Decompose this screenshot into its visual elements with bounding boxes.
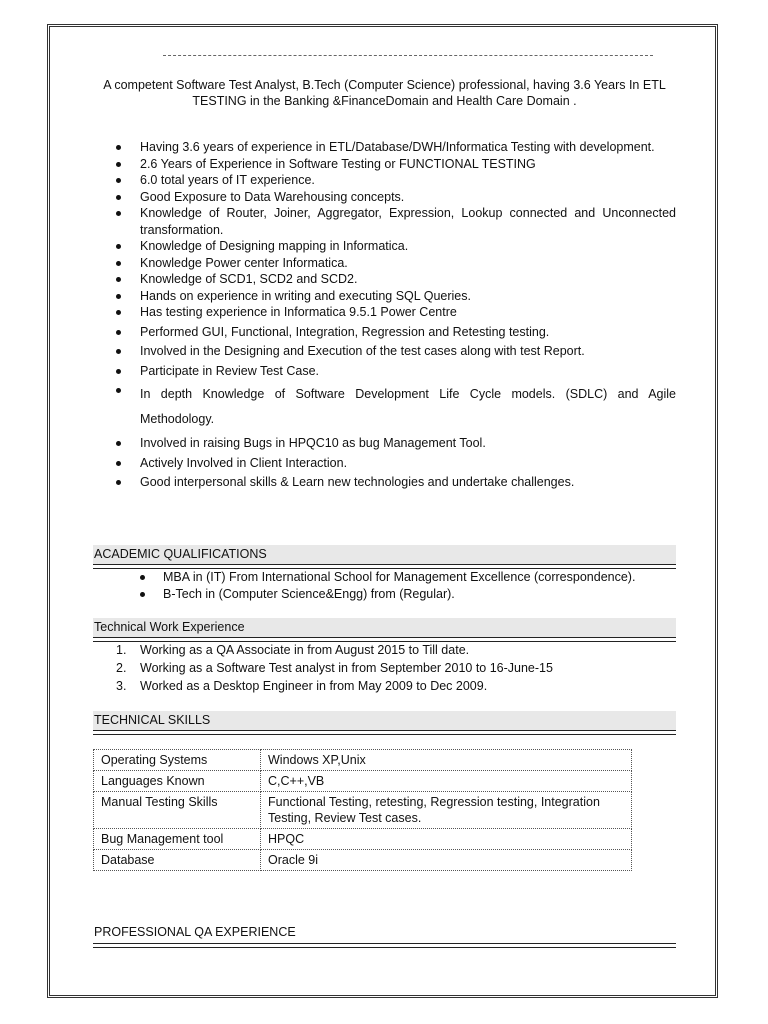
- summary-item: 2.6 Years of Experience in Software Testing or FUNCTIONAL TESTING: [93, 156, 676, 173]
- summary-item: Performed GUI, Functional, Integration, Regression and Retesting testing.: [93, 324, 676, 341]
- summary-item: Participate in Review Test Case.: [93, 363, 676, 380]
- section-rule: [93, 730, 676, 735]
- summary-item: Having 3.6 years of experience in ETL/Database/DWH/Informatica Testing with development.: [93, 139, 676, 156]
- skill-value: HPQC: [261, 829, 632, 850]
- section-heading-skills: TECHNICAL SKILLS: [93, 711, 676, 730]
- skill-value: Functional Testing, retesting, Regression testing, Integration Testing, Review Test cases.: [261, 792, 632, 829]
- summary-item: In depth Knowledge of Software Development Life Cycle models. (SDLC) and Agile Methodology.: [93, 382, 676, 432]
- skill-value: C,C++,VB: [261, 771, 632, 792]
- skills-table: [93, 749, 632, 871]
- work-list: [93, 641, 676, 695]
- intro-line-2: TESTING in the Banking &FinanceDomain and Health Care Domain .: [192, 94, 577, 108]
- skill-value: Windows XP,Unix: [261, 750, 632, 771]
- work-item: [93, 659, 676, 677]
- summary-item: Knowledge of Router, Joiner, Aggregator, Expression, Lookup connected and Unconnected transformation.: [93, 205, 676, 238]
- summary-item: Good Exposure to Data Warehousing concepts.: [93, 189, 676, 206]
- section-heading-academic: ACADEMIC QUALIFICATIONS: [93, 545, 676, 564]
- skill-name: Database: [94, 850, 261, 871]
- section-heading-work: Technical Work Experience: [93, 618, 676, 637]
- work-item-number: 3.: [116, 679, 127, 693]
- summary-list: [93, 139, 676, 491]
- work-item-text: Working as a QA Associate in from August 2015 to Till date.: [140, 643, 470, 657]
- skill-value: Oracle 9i: [261, 850, 632, 871]
- work-item: [93, 677, 676, 695]
- summary-item: Knowledge of Designing mapping in Informatica.: [93, 238, 676, 255]
- skill-name: Manual Testing Skills: [94, 792, 261, 829]
- separator-line: [163, 55, 653, 66]
- skill-name: Languages Known: [94, 771, 261, 792]
- summary-item: 6.0 total years of IT experience.: [93, 172, 676, 189]
- academic-list: [93, 569, 676, 602]
- skill-name: Bug Management tool: [94, 829, 261, 850]
- summary-item: Hands on experience in writing and executing SQL Queries.: [93, 288, 676, 305]
- summary-item: Has testing experience in Informatica 9.5.1 Power Centre: [93, 304, 676, 321]
- academic-item: MBA in (IT) From International School for Management Excellence (correspondence).: [93, 569, 676, 586]
- summary-item: Knowledge of SCD1, SCD2 and SCD2.: [93, 271, 676, 288]
- table-row: [94, 792, 632, 829]
- table-row: [94, 850, 632, 871]
- work-item-text: Working as a Software Test analyst in from September 2010 to 16-June-15: [140, 661, 553, 675]
- intro-summary: [93, 77, 676, 109]
- section-rule: [93, 943, 676, 948]
- summary-item: Involved in raising Bugs in HPQC10 as bug Management Tool.: [93, 435, 676, 452]
- work-item-text: Worked as a Desktop Engineer in from May 2009 to Dec 2009.: [140, 679, 488, 693]
- summary-item: Actively Involved in Client Interaction.: [93, 455, 676, 472]
- work-item-number: 1.: [116, 643, 127, 657]
- summary-item: Good interpersonal skills & Learn new technologies and undertake challenges.: [93, 474, 676, 491]
- intro-line-1: A competent Software Test Analyst, B.Tech (Computer Science) professional, having 3.6 Years In ETL: [103, 78, 666, 92]
- table-row: [94, 750, 632, 771]
- work-item: [93, 641, 676, 659]
- summary-item: Knowledge Power center Informatica.: [93, 255, 676, 272]
- summary-item: Involved in the Designing and Execution of the test cases along with test Report.: [93, 343, 676, 360]
- section-heading-professional: PROFESSIONAL QA EXPERIENCE: [94, 925, 296, 939]
- skill-name: Operating Systems: [94, 750, 261, 771]
- academic-item: B-Tech in (Computer Science&Engg) from (Regular).: [93, 586, 676, 603]
- work-item-number: 2.: [116, 661, 127, 675]
- table-row: [94, 771, 632, 792]
- table-row: [94, 829, 632, 850]
